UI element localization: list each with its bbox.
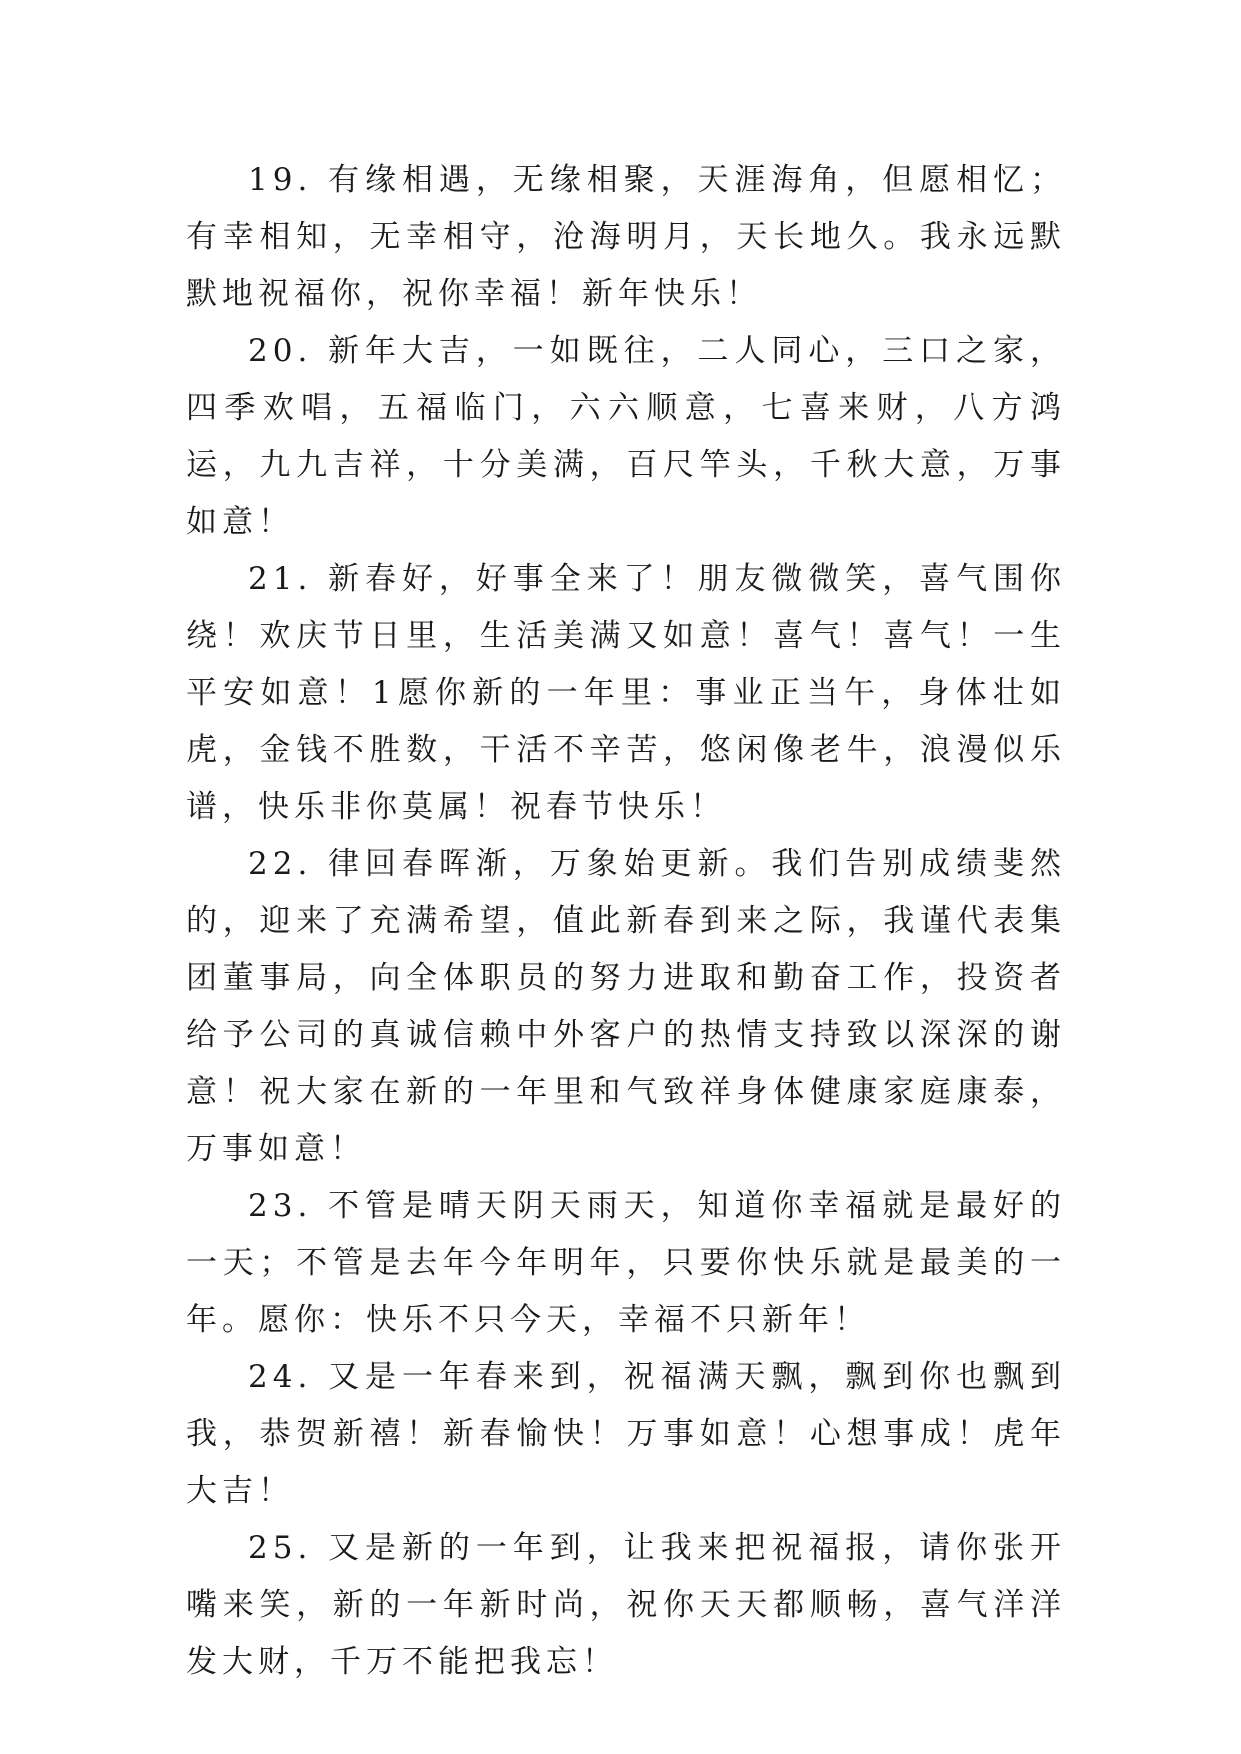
paragraph-19: 19. 有缘相遇，无缘相聚，天涯海角，但愿相忆；有幸相知，无幸相守，沧海明月，天长地久。我永远默默地祝福你，祝你幸福！新年快乐！	[186, 162, 1066, 312]
paragraph-20: 20. 新年大吉，一如既往，二人同心，三口之家，四季欢唱，五福临门，六六顺意，七喜来财，八方鸿运，九九吉祥，十分美满，百尺竿头，千秋大意，万事如意！	[186, 333, 1066, 540]
paragraph-23: 23. 不管是晴天阴天雨天，知道你幸福就是最好的一天；不管是去年今年明年，只要你快乐就是最美的一年。愿你：快乐不只今天，幸福不只新年！	[186, 1188, 1066, 1338]
paragraph-25: 25. 又是新的一年到，让我来把祝福报，请你张开嘴来笑，新的一年新时尚，祝你天天都顺畅，喜气洋洋发大财，千万不能把我忘！	[186, 1530, 1066, 1680]
paragraph-21: 21. 新春好，好事全来了！朋友微微笑，喜气围你绕！欢庆节日里，生活美满又如意！喜气！喜气！一生平安如意！1愿你新的一年里：事业正当午，身体壮如虎，金钱不胜数，干活不辛苦，悠闲像老牛，浪漫似乐谱，快乐非你莫属！祝春节快乐！	[186, 561, 1066, 825]
paragraph-22: 22. 律回春晖渐，万象始更新。我们告别成绩斐然的，迎来了充满希望，值此新春到来之际，我谨代表集团董事局，向全体职员的努力进取和勤奋工作，投资者给予公司的真诚信赖中外客户的热情支持致以深深的谢意！祝大家在新的一年里和气致祥身体健康家庭康泰，万事如意！	[186, 846, 1066, 1167]
paragraph-24: 24. 又是一年春来到，祝福满天飘，飘到你也飘到我，恭贺新禧！新春愉快！万事如意！心想事成！虎年大吉！	[186, 1359, 1066, 1509]
document-body	[186, 152, 1066, 1691]
